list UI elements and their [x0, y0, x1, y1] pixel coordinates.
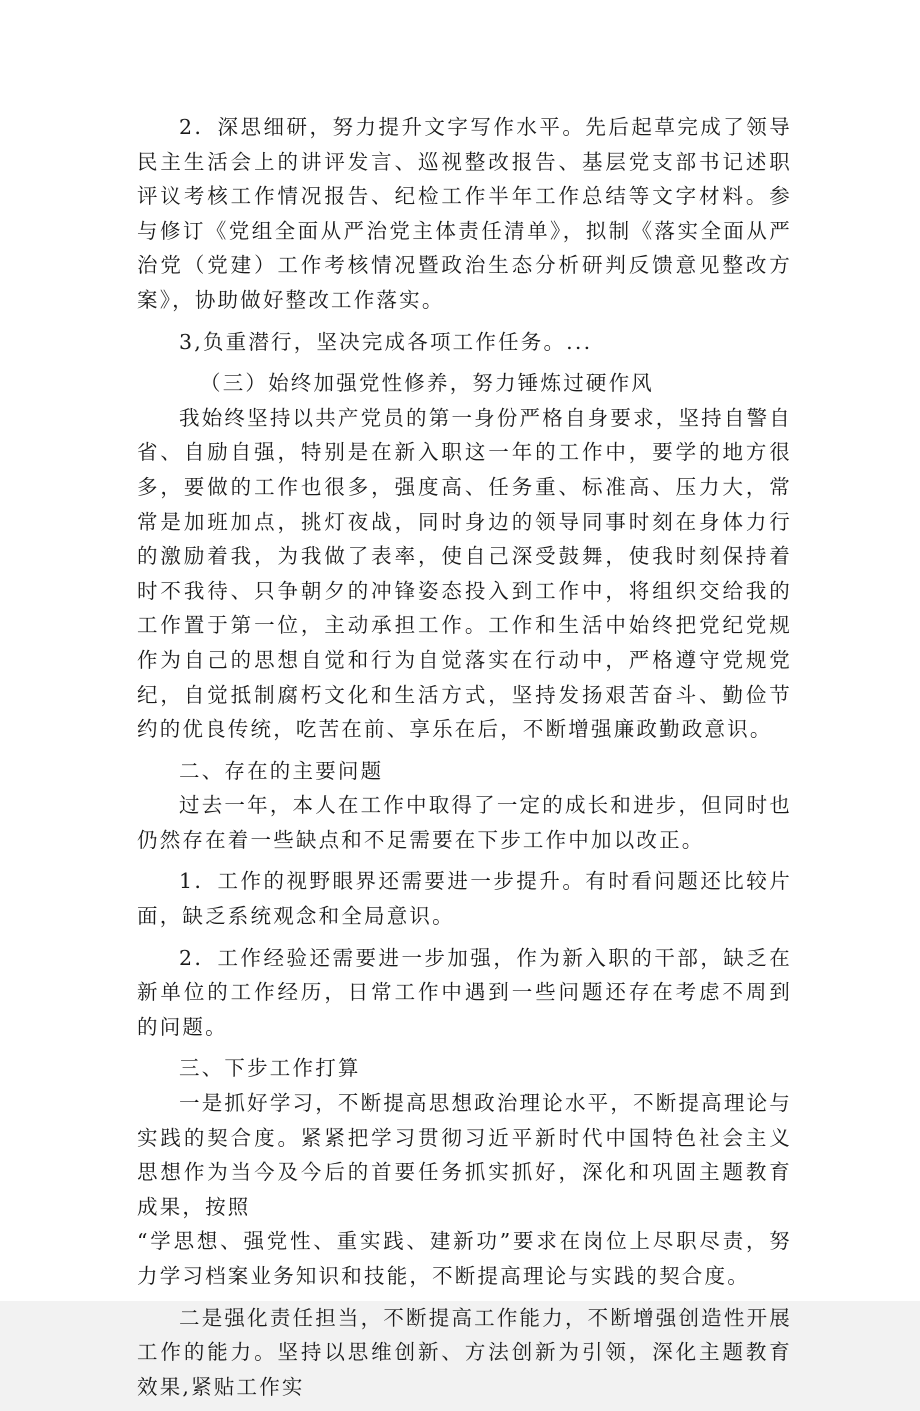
- paragraph-problem-2: 2．工作经验还需要进一步加强，作为新入职的干部，缺乏在新单位的工作经历，日常工作中遇到一些问题还存在考虑不周到的问题。: [137, 945, 792, 1039]
- part-heading-next-plans: 三、下步工作打算: [179, 1056, 361, 1081]
- paragraph-problems-intro: 过去一年，本人在工作中取得了一定的成长和进步，但同时也仍然存在着一些缺点和不足需要在下步工作中加以改正。: [137, 793, 792, 852]
- paragraph-party-spirit: 我始终坚持以共产党员的第一身份严格自身要求，坚持自警自省、自励自强，特别是在新入职这一年的工作中，要学的地方很多，要做的工作也很多，强度高、任务重、标准高、压力大，常常是加班加点，挑灯夜战，同时身边的领导同事时刻在身体力行的激励着我，为我做了表率，使自己深受鼓舞，使我时刻保持着时不我待、只争朝夕的冲锋姿态投入到工作中，将组织交给我的工作置于第一位，主动承担工作。工作和生活中始终把党纪党规作为自己的思想自觉和行为自觉落实在行动中，严格遵守党规党纪，自觉抵制腐朽文化和生活方式，坚持发扬艰苦奋斗、勤俭节约的优良传统，吃苦在前、享乐在后，不断增强廉政勤政意识。: [137, 405, 792, 742]
- document-body: [137, 110, 792, 1411]
- section-heading-party-spirit: （三）始终加强党性修养，努力锤炼过硬作风: [200, 371, 654, 396]
- paragraph-complete-tasks: 3,负重潜行，坚决完成各项工作任务。...: [179, 329, 593, 354]
- part-heading-problems: 二、存在的主要问题: [179, 758, 384, 783]
- paragraph-problem-1: 1．工作的视野眼界还需要进一步提升。有时看问题还比较片面，缺乏系统观念和全局意识。: [137, 869, 792, 929]
- paragraph-plan-study: 一是抓好学习，不断提高思想政治理论水平，不断提高理论与实践的契合度。紧紧把学习贯彻习近平新时代中国特色社会主义思想作为当今及今后的首要任务抓实抓好，深化和巩固主题教育成果，按照: [137, 1091, 792, 1219]
- paragraph-plan-responsibility: 二是强化责任担当，不断提高工作能力，不断增强创造性开展工作的能力。坚持以思维创新、方法创新为引领，深化主题教育效果,紧贴工作实: [137, 1305, 792, 1399]
- paragraph-writing-skills: 2．深思细研，努力提升文字写作水平。先后起草完成了领导民主生活会上的讲评发言、巡视整改报告、基层党支部书记述职评议考核工作情况报告、纪检工作半年工作总结等文字材料。参与修订《党组全面从严治党主体责任清单》，拟制《落实全面从严治党（党建）工作考核情况暨政治生态分析研判反馈意见整改方案》，协助做好整改工作落实。: [137, 115, 792, 312]
- paragraph-plan-study-continued: “学思想、强党性、重实践、建新功”要求在岗位上尽职尽责，努力学习档案业务知识和技能，不断提高理论与实践的契合度。: [137, 1229, 792, 1288]
